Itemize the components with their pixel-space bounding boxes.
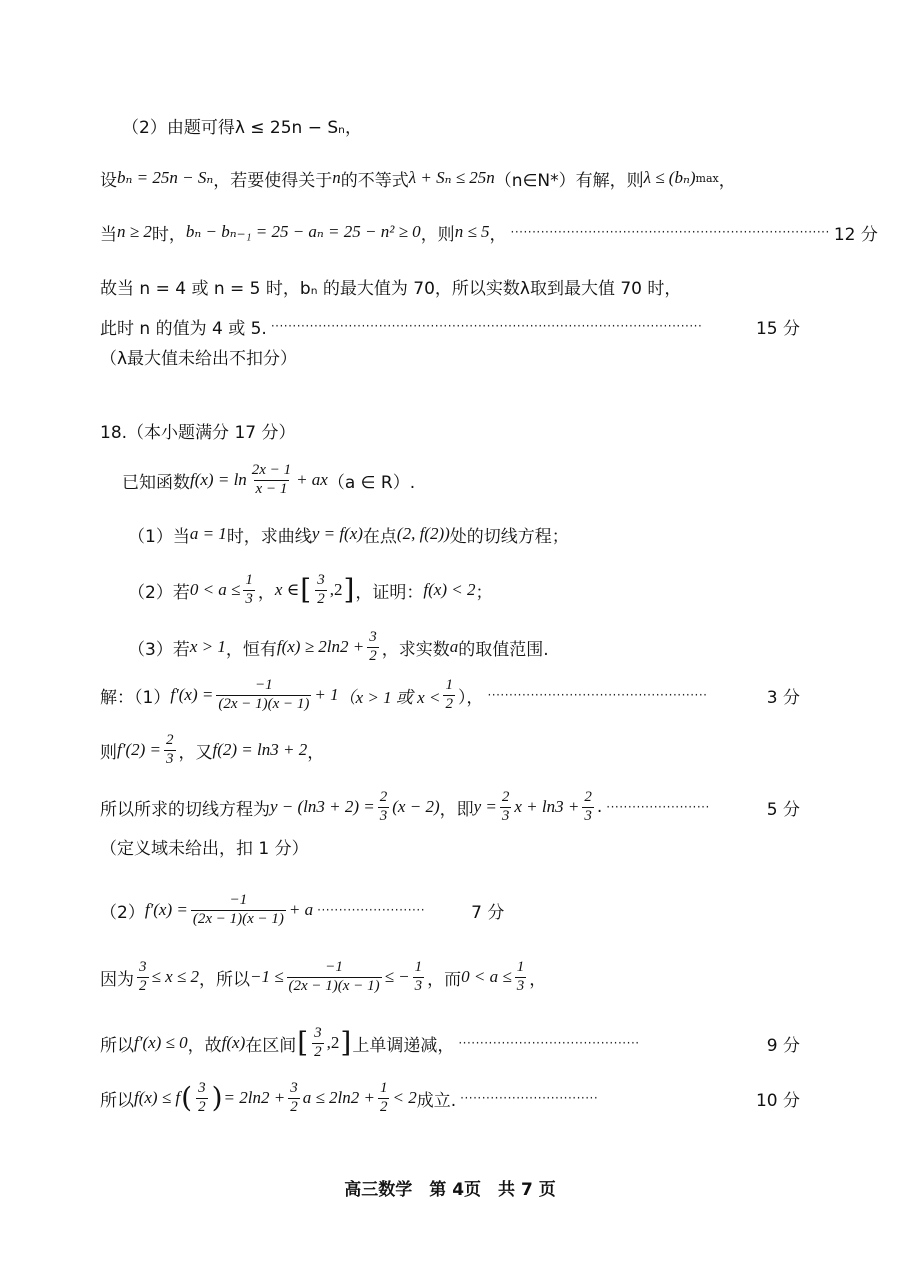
solution-line — [100, 212, 878, 252]
math: −1 ≤ — [249, 967, 284, 986]
leader-dots: ·········································· — [458, 1036, 640, 1050]
text: 所以 — [100, 1035, 134, 1056]
fraction: $\frac{2}{3}$ — [379, 789, 388, 824]
fraction: $\frac{3}{2}$ — [317, 572, 325, 607]
math: < 2 — [392, 1088, 417, 1107]
text: ， — [257, 582, 275, 603]
fraction: $\frac{1}{2}$ — [379, 1080, 388, 1115]
text: 设 — [100, 170, 117, 191]
math: 0 < a ≤ — [461, 967, 512, 986]
math: a = 1 — [189, 524, 227, 543]
text: 处的切线方程； — [449, 526, 569, 547]
note-line — [100, 336, 800, 376]
math: f(x) — [221, 1033, 246, 1052]
solution-line — [100, 266, 800, 306]
text: （n∈N*）有解，则 — [494, 170, 644, 191]
text: ，恒有 — [225, 639, 277, 660]
solution-line — [100, 725, 800, 775]
math: a — [449, 637, 459, 656]
score-mark: 5 分 — [766, 799, 800, 820]
text: ，故 — [187, 1035, 222, 1056]
fraction: $\frac{1}{3}$ — [516, 959, 525, 994]
math: y = f(x) — [311, 524, 363, 543]
fraction: $\frac{2}{3}$ — [166, 732, 174, 767]
math: bₙ − bₙ₋₁ = 25 − aₙ = 25 − n² ≥ 0 — [185, 222, 421, 241]
math: f′(x) = — [170, 685, 214, 704]
math: f′(x) ≤ 0 — [134, 1033, 188, 1052]
text: 已知函数 — [122, 472, 190, 493]
text: 因为 — [100, 969, 134, 990]
solution-line — [100, 952, 800, 1002]
leader-dots: ··················································· — [487, 688, 708, 702]
text: ）， — [457, 687, 484, 708]
text: 故当 n = 4 或 n = 5 时，bₙ 的最大值为 70，所以实数λ取到最大值 70 时， — [100, 278, 682, 299]
math: ≤ x ≤ 2 — [151, 967, 199, 986]
text: 成立. — [416, 1090, 457, 1111]
score-mark: 9 分 — [766, 1035, 800, 1056]
problem-part — [128, 622, 800, 672]
text: （a ∈ R）. — [327, 472, 416, 493]
math: f(x) ≤ f — [134, 1088, 181, 1107]
text: 所以 — [100, 1090, 134, 1111]
math: (2, f(2)) — [396, 524, 450, 543]
fraction: $\frac{3}{2}$ — [139, 959, 147, 994]
text: ，则 — [420, 224, 455, 245]
solution-line — [100, 885, 800, 935]
math: λ ≤ (bₙ) — [643, 168, 696, 187]
math: f(x) < 2 — [423, 580, 476, 599]
text: （2） — [100, 902, 145, 923]
leader-dots: ························· — [317, 903, 426, 917]
math: n ≤ 5 — [454, 222, 490, 241]
solution-line — [122, 105, 800, 145]
text: ，所以 — [198, 969, 250, 990]
math: bₙ = 25n − Sₙ — [117, 168, 214, 187]
math: f′(2) = — [117, 740, 161, 759]
fraction: $\frac{-1}{(2x - 1)(x - 1)}$ — [218, 677, 310, 712]
subscript: max — [695, 171, 719, 185]
text: ，又 — [178, 742, 213, 763]
fraction: $\frac{3}{2}$ — [314, 1025, 322, 1060]
leader-dots: ···································································································· — [270, 319, 703, 333]
text: . — [596, 797, 603, 817]
math: a ≤ 2ln2 + — [302, 1088, 375, 1107]
score-mark: 15 分 — [755, 318, 800, 339]
score-mark: 12 分 — [833, 224, 878, 245]
text: 在点 — [362, 526, 397, 547]
math: x + ln3 + — [514, 797, 580, 816]
leader-dots: ························ — [606, 800, 710, 814]
text: 所以所求的切线方程为 — [100, 799, 270, 820]
math: x > 1 — [189, 637, 226, 656]
text: 的取值范围. — [458, 639, 549, 660]
note-line — [100, 826, 800, 866]
math: f(2) = ln3 + 2 — [212, 740, 308, 759]
problem-statement — [122, 455, 800, 505]
math: + a — [288, 900, 314, 919]
score-mark: 3 分 — [766, 687, 800, 708]
text: 时，求曲线 — [226, 526, 312, 547]
text: 上单调递减， — [352, 1035, 455, 1056]
text: 当 — [100, 224, 117, 245]
text: （2）由题可得λ ≤ 25n − Sₙ， — [122, 117, 362, 138]
fraction: $\frac{3}{2}$ — [198, 1080, 206, 1115]
leader-dots: ································ — [460, 1091, 599, 1105]
leader-dots: ·········································································· — [510, 225, 830, 239]
math: λ + Sₙ ≤ 25n — [408, 168, 495, 187]
fraction: $\frac{3}{2}$ — [369, 629, 377, 664]
text: 此时 n 的值为 4 或 5. — [100, 318, 267, 339]
text: ，而 — [427, 969, 462, 990]
math: ≤ − — [384, 967, 410, 986]
fraction: $\frac{2x - 1}{x - 1}$ — [251, 462, 292, 497]
fraction: $\frac{1}{3}$ — [245, 572, 253, 607]
score-mark: 7 分 — [471, 902, 505, 923]
fraction: $\frac{-1}{(2x - 1)(x - 1)}$ — [288, 959, 380, 994]
solution-line: 所以 f(x) ≤ f ( $\frac{3}{2}$ ) = 2ln2 + $\frac{3}{2}$ a ≤ 2ln2 + $\frac{1}{2}$ < 2 成立. ································ 10 分 — [100, 1080, 800, 1115]
solution-line: 所以 f′(x) ≤ 0 ，故 f(x) 在区间 [ $\frac{3}{2}$ ,2 ] 上单调递减， ·········································· 9 分 — [100, 1025, 800, 1060]
solution-line — [100, 782, 800, 832]
text: ，求实数 — [381, 639, 450, 660]
math: y = — [473, 797, 497, 816]
math: y − (ln3 + 2) = — [270, 797, 375, 816]
math: f′(x) = — [144, 900, 188, 919]
text: 解：（1） — [100, 687, 171, 708]
math: + 1 — [314, 685, 339, 704]
fraction: $\frac{-1}{(2x - 1)(x - 1)}$ — [192, 892, 284, 927]
math: （x > 1 或 x < — [338, 687, 441, 707]
math: 0 < a ≤ — [189, 580, 241, 599]
text: ， — [529, 969, 547, 990]
text: （3）若 — [128, 639, 190, 660]
text: （2）若 — [128, 582, 190, 603]
math: n — [332, 168, 341, 187]
text: ， — [307, 742, 325, 763]
problem-heading — [100, 410, 800, 450]
text: 18.（本小题满分 17 分） — [100, 422, 296, 443]
text: （λ最大值未给出不扣分） — [100, 348, 298, 369]
math: = 2ln2 + — [223, 1088, 286, 1107]
text: ，即 — [439, 799, 474, 820]
text: ， — [718, 170, 736, 191]
fraction: $\frac{2}{3}$ — [501, 789, 510, 824]
solution-line — [100, 670, 800, 720]
math: f(x) = ln — [190, 470, 247, 489]
text: ，证明： — [355, 582, 424, 603]
text: ，若要使得关于 — [213, 170, 333, 191]
text: （定义域未给出，扣 1 分） — [100, 838, 309, 859]
text: ； — [475, 582, 493, 603]
math: (x − 2) — [392, 797, 440, 816]
text: 在区间 — [245, 1035, 297, 1056]
fraction: $\frac{2}{3}$ — [584, 789, 592, 824]
text: 时， — [151, 224, 186, 245]
math: f(x) ≥ 2ln2 + — [276, 637, 365, 656]
text: ， — [489, 224, 507, 245]
fraction: $\frac{1}{2}$ — [445, 677, 453, 712]
problem-part — [128, 514, 800, 554]
fraction: $\frac{3}{2}$ — [290, 1080, 298, 1115]
text: 则 — [100, 742, 117, 763]
math: x ∈ — [274, 580, 300, 599]
page-footer: 高三数学 第 4页 共 7 页 — [344, 1180, 556, 1200]
solution-line — [100, 158, 800, 198]
math: n ≥ 2 — [117, 222, 152, 241]
math: + ax — [296, 470, 328, 489]
score-mark: 10 分 — [755, 1090, 800, 1111]
fraction: $\frac{1}{3}$ — [414, 959, 423, 994]
text: （1）当 — [128, 526, 190, 547]
text: 的不等式 — [340, 170, 409, 191]
problem-part: （2）若 0 < a ≤ $\frac{1}{3}$ ， x ∈ [ $\frac{3}{2}$ ,2 ] ，证明： f(x) < 2 ； — [128, 572, 493, 607]
